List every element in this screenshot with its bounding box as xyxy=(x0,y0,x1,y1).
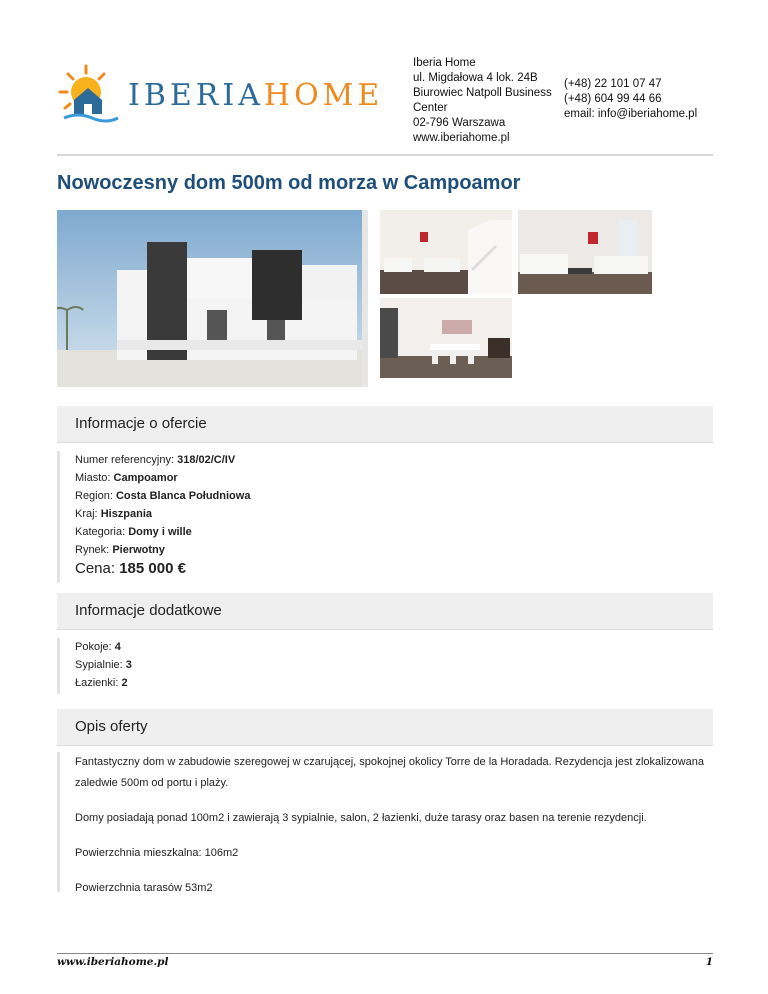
row-label: Łazienki: xyxy=(75,677,119,689)
section-heading: Informacje o ofercie xyxy=(75,415,207,432)
company-contact xyxy=(564,77,734,122)
row-label: Pokoje: xyxy=(75,641,112,653)
row-label: Numer referencyjny: xyxy=(75,454,175,466)
category-row xyxy=(60,523,716,541)
phone-number[interactable]: (+48) 604 99 44 66 xyxy=(564,93,662,105)
sun-house-icon xyxy=(56,60,126,130)
iberiahome-logo[interactable] xyxy=(56,60,384,130)
gallery-photo-living-stairs[interactable] xyxy=(380,210,512,294)
row-value: 2 xyxy=(121,677,128,689)
description-paragraph: Domy posiadają ponad 100m2 i zawierają 3 sypialnie, salon, 2 łazienki, duże tarasy oraz basen na terenie rezydencji. xyxy=(75,812,647,824)
row-value: 4 xyxy=(114,641,121,653)
header-divider xyxy=(57,154,713,156)
page-number: 1 xyxy=(705,956,713,968)
address-line: Center xyxy=(413,102,448,114)
city-row xyxy=(60,469,716,487)
section-heading: Opis oferty xyxy=(75,718,148,735)
price-row xyxy=(60,559,716,579)
market-row xyxy=(60,541,716,559)
additional-info-header xyxy=(57,593,713,630)
gallery-photo-dining[interactable] xyxy=(380,298,512,378)
section-heading: Informacje dodatkowe xyxy=(75,602,222,619)
bedrooms-row xyxy=(60,656,716,674)
description-header xyxy=(57,709,713,746)
row-label: Kraj: xyxy=(75,508,98,520)
additional-info-body xyxy=(57,638,716,694)
row-value: Pierwotny xyxy=(112,544,165,556)
terrace-area-text: Powierzchnia tarasów 53m2 xyxy=(75,882,213,894)
email-link[interactable]: email: info@iberiahome.pl xyxy=(564,108,698,120)
description-body xyxy=(57,752,716,892)
price-label: Cena: xyxy=(75,560,116,577)
main-photo[interactable] xyxy=(57,210,362,387)
address-line: ul. Migdałowa 4 lok. 24B xyxy=(413,72,538,84)
website-link[interactable]: www.iberiahome.pl xyxy=(413,132,510,144)
row-value: Hiszpania xyxy=(100,508,153,520)
offer-info-body xyxy=(57,451,716,583)
address-line: 02-796 Warszawa xyxy=(413,117,506,129)
row-label: Sypialnie: xyxy=(75,659,123,671)
row-value: Domy i wille xyxy=(128,526,192,538)
offer-info-header xyxy=(57,406,713,443)
page-title: Nowoczesny dom 500m od morza w Campoamor xyxy=(57,172,521,194)
reference-number-row xyxy=(60,451,716,469)
bathrooms-row xyxy=(60,674,716,692)
country-row xyxy=(60,505,716,523)
footer-website-link[interactable]: www.iberiahome.pl xyxy=(57,956,169,968)
gallery-photo-sofas[interactable] xyxy=(518,210,652,294)
logo-wordmark: IBERIAHOME xyxy=(128,78,384,113)
row-value: Costa Blanca Południowa xyxy=(115,490,251,502)
phone-number[interactable]: (+48) 22 101 07 47 xyxy=(564,78,662,90)
row-label: Region: xyxy=(75,490,113,502)
row-value: Campoamor xyxy=(113,472,178,484)
address-line: Iberia Home xyxy=(413,57,476,69)
living-area-text: Powierzchnia mieszkalna: 106m2 xyxy=(75,847,239,859)
price-value: 185 000 € xyxy=(119,560,186,577)
row-label: Kategoria: xyxy=(75,526,126,538)
description-paragraph: Fantastyczny dom w zabudowie szeregowej w czarującej, spokojnej okolicy Torre de la Horadada. Rezydencja jest zlokalizowana zaledwie 500m od portu i plaży. xyxy=(75,756,704,789)
row-label: Miasto: xyxy=(75,472,111,484)
rooms-row xyxy=(60,638,716,656)
company-address xyxy=(413,56,563,146)
row-label: Rynek: xyxy=(75,544,110,556)
address-line: Biurowiec Natpoll Business xyxy=(413,87,552,99)
footer-divider xyxy=(57,953,713,954)
photo-divider xyxy=(362,210,368,387)
row-value: 318/02/C/IV xyxy=(177,454,236,466)
row-value: 3 xyxy=(125,659,132,671)
region-row xyxy=(60,487,716,505)
